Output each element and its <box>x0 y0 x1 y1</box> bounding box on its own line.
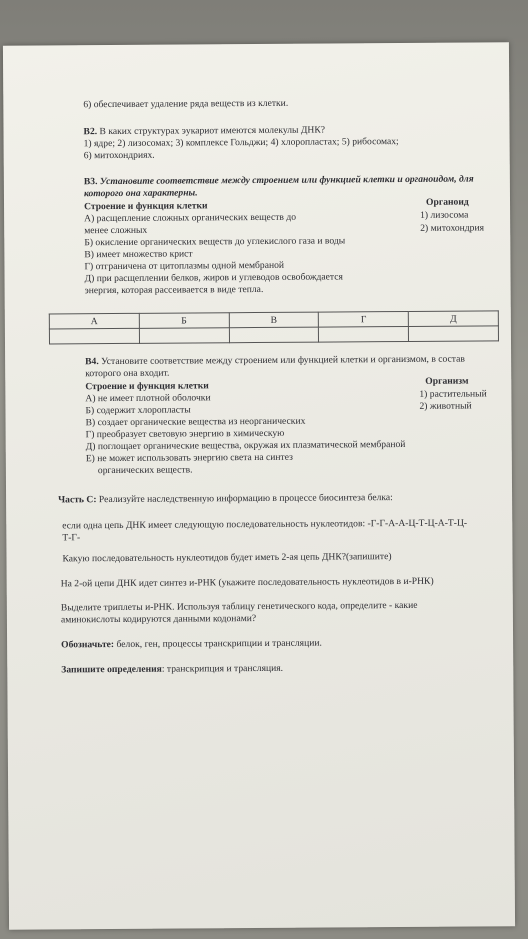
b3-item: энергия, которая рассеивается в виде тепла. <box>84 283 264 297</box>
b3-label: В3. <box>83 176 98 188</box>
b4-item: Г) преобразует световую энергию в химическую <box>85 427 285 441</box>
part-c-dna-line1: если одна цепь ДНК имеет следующую последовательность нуклеотидов: -Г-Г-А-А-Ц-Т-Ц-А-Т-Ц- <box>62 517 468 532</box>
b3-instruction <box>84 173 474 187</box>
part-c-explain-text: белок, ген, процессы транскрипции и трансляции. <box>116 637 322 650</box>
b3-item: А) расщепление сложных органических веществ до <box>84 211 297 225</box>
answer-table-blank-row <box>49 326 498 344</box>
b2-options-line1: 1) ядре; 2) лизосомах; 3) комплексе Гольджи; 4) хлоропластах; 5) рибосомах; <box>83 136 399 150</box>
b3-col-right-header: Органоид <box>425 196 469 208</box>
b4-organism: 2) животный <box>419 400 472 412</box>
b2-label: В2. <box>83 126 98 138</box>
b2-question-text: В каких структурах эукариот имеются молекулы ДНК? <box>99 124 326 138</box>
b2-options-line2: 6) митохондриях. <box>83 149 155 162</box>
b4-col-right-header: Организм <box>425 375 469 387</box>
b4-instruction <box>85 354 465 368</box>
b4-item: Д) поглощает органические вещества, окружая их плазматической мембраной <box>85 438 406 453</box>
part-c-define-label: Запишите определения <box>61 663 162 676</box>
b3-item: менее сложных <box>84 224 148 237</box>
part-c-question-3-line2: аминокислоты кодируются данными кодонами? <box>60 613 257 626</box>
answer-table-header-cell: Г <box>319 311 409 327</box>
answer-table-header-cell: А <box>49 313 139 329</box>
b3-organoid: 1) лизосома <box>420 209 469 221</box>
answer-table-header-cell: Б <box>139 313 229 329</box>
b3-item: В) имеет множество крист <box>84 248 193 261</box>
b4-instruction-line2: которого она входит. <box>85 367 170 380</box>
b4-item: Е) не может использовать энергию света на синтез <box>85 451 293 465</box>
part-c-question-3-line1: Выделите триплеты и-РНК. Используя таблицу генетического кода, определите - какие <box>60 599 418 614</box>
part-c-label: Часть С: <box>58 494 97 506</box>
b3-organoid: 2) митохондрия <box>420 222 485 234</box>
answer-table-blank-cell <box>409 326 499 342</box>
part-c-question-1: Какую последовательность нуклеотидов будет иметь 2-ая цепь ДНК?(запишите) <box>62 551 392 565</box>
b4-instruction-line1: Установите соответствие между строением или функцией клетки и организмом, в состав <box>101 353 465 368</box>
part-c-define <box>61 663 283 676</box>
answer-table-blank-cell <box>319 326 409 342</box>
b3-item: Б) окисление органических веществ до углекислого газа и воды <box>84 235 346 249</box>
b4-item: А) не имеет плотной оболочки <box>85 392 211 405</box>
answer-table-blank-cell <box>49 328 139 344</box>
b3-instruction-line2: которого она характерны. <box>83 187 198 200</box>
b4-item: Б) содержит хлоропласты <box>85 404 191 417</box>
b3-item: Д) при расщеплении белков, жиров и углеводов освобождается <box>84 271 343 285</box>
b4-organism: 1) растительный <box>419 388 487 400</box>
b1-tail-text: 6) обеспечивает удаление ряда веществ из клетки. <box>83 97 289 111</box>
b3-item: Г) отграничена от цитоплазмы одной мембраной <box>84 259 285 273</box>
b3-instruction-line1: Установите соответствие между строением или функцией клетки и органоидом, для <box>99 173 474 188</box>
answer-table-header-cell: В <box>229 312 319 328</box>
b4-item: органических веществ. <box>97 464 193 477</box>
b4-col-left-header: Строение и функция клетки <box>85 380 209 393</box>
b3-answer-table <box>49 310 499 344</box>
part-c-dna-line2: Т-Г- <box>62 532 81 544</box>
b4-item: В) создает органические вещества из неорганических <box>85 415 306 429</box>
answer-table-header-cell: Д <box>408 311 498 327</box>
part-c-explain-label: Обозначьте: <box>61 639 115 651</box>
part-c-question-2: На 2-ой цепи ДНК идет синтез и-РНК (укажите последовательность нуклеотидов в и-РНК) <box>60 575 434 590</box>
part-c-title <box>58 492 393 506</box>
b4-label: В4. <box>85 356 99 368</box>
answer-table-blank-cell <box>229 327 319 343</box>
worksheet-page <box>3 42 515 930</box>
part-c-explain <box>61 638 322 651</box>
b3-col-left-header: Строение и функция клетки <box>84 200 208 213</box>
part-c-title-text: Реализуйте наследственную информацию в процессе биосинтеза белка: <box>98 492 393 506</box>
part-c-define-text: : транскрипция и трансляция. <box>161 662 284 675</box>
answer-table-blank-cell <box>139 328 229 344</box>
